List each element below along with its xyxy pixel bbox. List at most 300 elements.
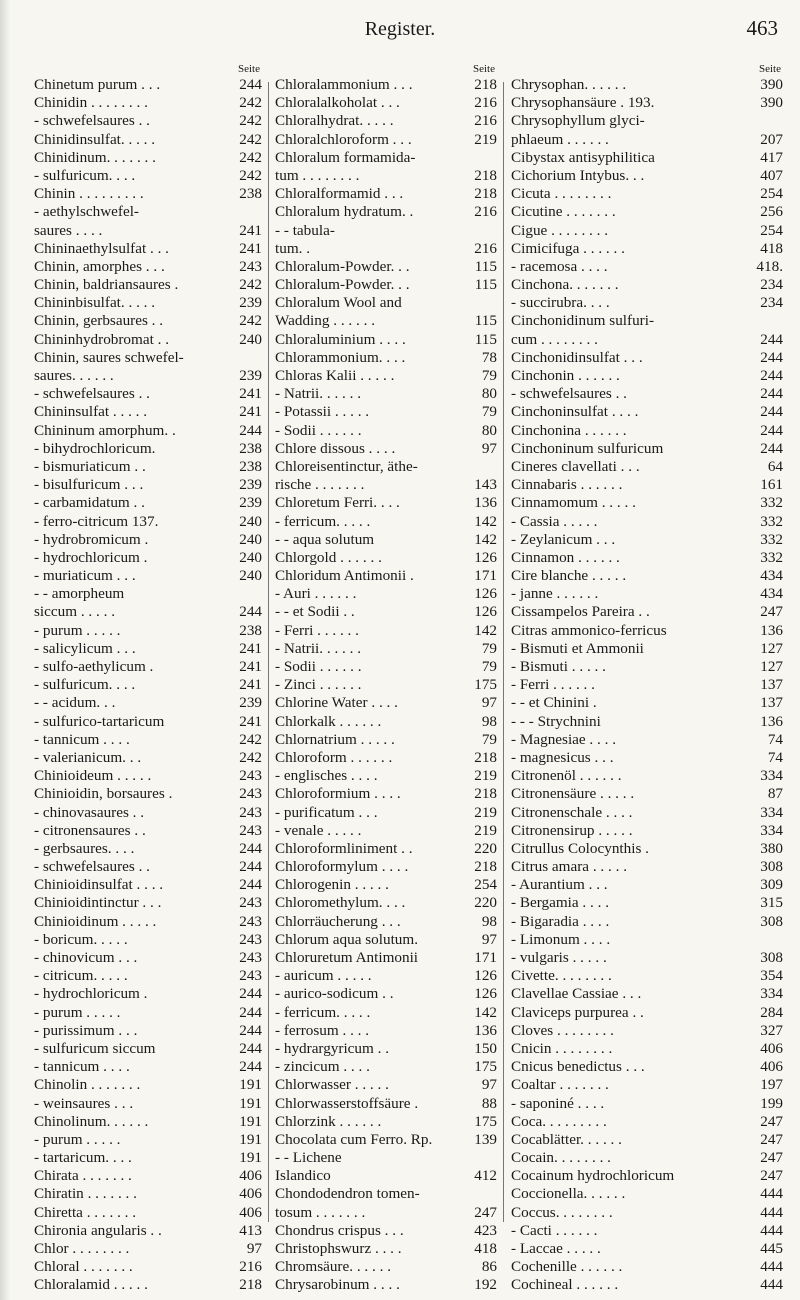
entry-term: Cinnabaris . . . . . .	[511, 476, 623, 494]
entry-term: Cicuta . . . . . . . .	[511, 185, 612, 203]
index-entry	[34, 331, 262, 349]
index-entry	[511, 1222, 783, 1240]
index-entry	[511, 222, 783, 240]
entry-term: - Ferri . . . . . .	[511, 676, 595, 694]
index-entry	[34, 858, 262, 876]
entry-page-number: 243	[239, 803, 262, 821]
entry-page-number: 98	[481, 712, 497, 730]
entry-page-number: 242	[239, 94, 262, 112]
entry-page-number: 413	[239, 1221, 262, 1239]
entry-term: Chloruretum Antimonii	[275, 949, 419, 966]
entry-page-number: 434	[760, 585, 783, 603]
entry-page-number: 308	[760, 858, 783, 876]
entry-page-number: 243	[239, 785, 262, 803]
entry-term: Chinin, baldriansaures .	[34, 276, 179, 294]
index-entry	[275, 749, 497, 767]
entry-page-number: 247	[760, 1167, 783, 1185]
index-entry	[34, 222, 262, 240]
entry-page-number: 241	[239, 712, 262, 730]
entry-term: Chloraluminium . . . .	[275, 330, 406, 348]
index-entry	[275, 112, 497, 130]
index-entry	[275, 203, 497, 221]
index-entry	[34, 1240, 262, 1258]
index-entry	[511, 967, 783, 985]
index-entry	[511, 1276, 783, 1294]
index-entry	[275, 149, 497, 167]
entry-page-number: 243	[239, 821, 262, 839]
entry-page-number: 191	[239, 1149, 262, 1167]
page-number: 463	[746, 16, 778, 40]
entry-term: - schwefelsaures . .	[511, 385, 627, 403]
index-entry	[511, 1149, 783, 1167]
entry-page-number: 332	[760, 530, 783, 548]
index-entry	[275, 785, 497, 803]
entry-term: Chininum amorphum. .	[34, 421, 176, 439]
entry-term: Citronensäure . . . . .	[511, 785, 635, 803]
entry-page-number: 136	[474, 494, 497, 512]
entry-page-number: 126	[474, 967, 497, 985]
entry-term: - weinsaures . . .	[34, 1094, 134, 1112]
index-entry	[34, 312, 262, 330]
entry-page-number: 216	[474, 239, 497, 257]
entry-term: Chinidinsulfat. . . . .	[34, 130, 156, 148]
entry-term: - Auri . . . . . .	[275, 585, 357, 603]
index-entry	[275, 658, 497, 676]
entry-term: Chlorogenin . . . . .	[275, 876, 389, 894]
entry-term: Citronensirup . . . . .	[511, 821, 633, 839]
entry-term: Chinetum purum . . .	[34, 76, 161, 93]
index-entry	[34, 1167, 262, 1185]
index-column-1	[34, 62, 262, 1295]
index-entry	[34, 549, 262, 567]
index-entry	[34, 676, 262, 694]
index-entry	[34, 1095, 262, 1113]
entry-page-number: 243	[239, 930, 262, 948]
index-entry	[34, 258, 262, 276]
index-entry	[511, 76, 783, 94]
index-entry	[511, 894, 783, 912]
entry-term: phlaeum . . . . . .	[511, 130, 609, 148]
entry-term: Chloroformylum . . . .	[275, 858, 409, 876]
index-entry	[511, 785, 783, 803]
index-entry	[511, 731, 783, 749]
index-entry	[275, 713, 497, 731]
index-entry	[511, 331, 783, 349]
index-entry	[511, 1113, 783, 1131]
entry-term: Cimicifuga . . . . . .	[511, 239, 625, 257]
entry-term: - tannicum . . . .	[34, 730, 130, 748]
entry-term: Cochineal . . . . . .	[511, 1276, 619, 1294]
entry-term: - magnesicus . . .	[511, 748, 614, 766]
entry-page-number: 418.	[756, 257, 783, 275]
entry-page-number: 417	[760, 148, 783, 166]
entry-term: Cinchonidinsulfat . . .	[511, 348, 643, 366]
entry-page-number: 444	[760, 1258, 783, 1276]
index-entry	[275, 567, 497, 585]
index-entry	[275, 1022, 497, 1040]
index-entry	[34, 440, 262, 458]
index-entry	[34, 403, 262, 421]
entry-page-number: 64	[767, 457, 783, 475]
index-entry	[275, 240, 497, 258]
entry-page-number: 308	[760, 949, 783, 966]
entry-term: Cineres clavellati . . .	[511, 457, 640, 475]
entry-page-number: 332	[760, 494, 783, 512]
entry-term: - Zinci . . . . . .	[275, 676, 362, 694]
index-entry	[275, 913, 497, 931]
entry-page-number: 218	[239, 1276, 262, 1294]
entry-page-number: 207	[760, 130, 783, 148]
index-entry	[34, 76, 262, 94]
entry-term: - hydrargyricum . .	[275, 1039, 390, 1057]
index-entry	[34, 94, 262, 112]
index-entry	[511, 822, 783, 840]
entry-term: - muriaticum . . .	[34, 567, 136, 585]
index-entry	[34, 767, 262, 785]
index-entry	[511, 640, 783, 658]
entry-page-number: 240	[239, 330, 262, 348]
entry-term: - citronensaures . .	[34, 821, 146, 839]
entry-term: - hydrochloricum .	[34, 985, 148, 1003]
entry-page-number: 239	[239, 494, 262, 512]
index-entry	[275, 458, 497, 476]
entry-page-number: 390	[760, 94, 783, 112]
entry-page-number: 247	[760, 603, 783, 621]
column-divider	[268, 82, 269, 1222]
entry-term: Chloras Kalii . . . . .	[275, 367, 395, 384]
index-entry	[511, 713, 783, 731]
entry-term: Coccionella. . . . . .	[511, 1185, 626, 1203]
entry-term: - purissimum . . .	[34, 1021, 138, 1039]
entry-term: - Natrii. . . . . .	[275, 385, 362, 403]
index-entry	[511, 258, 783, 276]
entry-term: - salicylicum . . .	[34, 639, 136, 657]
entry-page-number: 334	[760, 821, 783, 839]
entry-term: - bismuriaticum . .	[34, 457, 146, 475]
entry-page-number: 444	[760, 1185, 783, 1203]
index-entry	[275, 1167, 497, 1185]
entry-term: - Laccae . . . . .	[511, 1240, 601, 1257]
entry-page-number: 171	[474, 567, 497, 585]
entry-term: - janne . . . . . .	[511, 585, 599, 603]
entry-page-number: 244	[760, 385, 783, 403]
index-entry	[511, 1040, 783, 1058]
index-entry	[34, 422, 262, 440]
entry-term: Claviceps purpurea . .	[511, 1003, 644, 1021]
index-entry	[34, 494, 262, 512]
entry-term: - tannicum . . . .	[34, 1058, 130, 1076]
entry-term: Chlorkalk . . . . . .	[275, 712, 382, 730]
index-entry	[275, 76, 497, 94]
index-entry	[511, 458, 783, 476]
entry-page-number: 199	[760, 1094, 783, 1112]
entry-term: Chocolata cum Ferro. Rp.	[275, 1130, 433, 1148]
entry-term: tum. .	[275, 239, 311, 257]
index-entry	[34, 1185, 262, 1203]
entry-term: Cinchoninsulfat . . . .	[511, 403, 639, 421]
entry-term: - Zeylanicum . . .	[511, 530, 616, 548]
entry-page-number: 218	[474, 76, 497, 93]
entry-term: Islandico	[275, 1167, 331, 1185]
entry-page-number: 243	[239, 949, 262, 966]
index-entry	[275, 531, 497, 549]
entry-page-number: 97	[481, 1076, 497, 1094]
entry-page-number: 244	[760, 403, 783, 421]
entry-term: - - acidum. . .	[34, 694, 116, 712]
entry-term: - hydrobromicum .	[34, 530, 149, 548]
entry-term: Wadding . . . . . .	[275, 312, 376, 330]
entry-page-number: 241	[239, 639, 262, 657]
index-entry	[275, 1095, 497, 1113]
entry-term: Chloralammonium . . .	[275, 76, 413, 93]
entry-term: Chloralhydrat. . . . .	[275, 112, 394, 130]
entry-term: Chloromethylum. . . .	[275, 894, 406, 912]
entry-term: Cocainum hydrochloricum	[511, 1167, 675, 1185]
entry-term: - venale . . . . .	[275, 821, 362, 839]
index-entry	[275, 804, 497, 822]
entry-page-number: 219	[474, 803, 497, 821]
index-entry	[275, 767, 497, 785]
index-entry	[275, 1004, 497, 1022]
index-entry	[511, 804, 783, 822]
index-entry	[34, 367, 262, 385]
index-entry	[275, 513, 497, 531]
entry-term: Cinchonidinum sulfuri-	[511, 312, 655, 330]
entry-page-number: 136	[474, 1021, 497, 1039]
index-entry	[511, 349, 783, 367]
entry-page-number: 418	[760, 239, 783, 257]
entry-page-number: 244	[239, 876, 262, 894]
index-column-3	[511, 62, 783, 1295]
entry-page-number: 142	[474, 530, 497, 548]
entry-term: - - et Chinini .	[511, 694, 597, 712]
entry-term: Cinnamomum . . . . .	[511, 494, 636, 512]
entry-page-number: 242	[239, 730, 262, 748]
index-entry	[511, 294, 783, 312]
entry-page-number: 354	[760, 967, 783, 985]
entry-term: Chininbisulfat. . . . .	[34, 294, 156, 312]
entry-page-number: 97	[246, 1240, 262, 1257]
entry-page-number: 243	[239, 967, 262, 985]
entry-term: Chinolinum. . . . . .	[34, 1112, 149, 1130]
index-entry	[511, 585, 783, 603]
entry-term: Chirata . . . . . . .	[34, 1167, 132, 1185]
entry-page-number: 445	[760, 1240, 783, 1257]
entry-page-number: 244	[239, 858, 262, 876]
index-entry	[34, 822, 262, 840]
entry-term: Civette. . . . . . . .	[511, 967, 612, 985]
entry-page-number: 244	[760, 348, 783, 366]
entry-page-number: 239	[239, 367, 262, 384]
entry-page-number: 219	[474, 821, 497, 839]
entry-term: - schwefelsaures . .	[34, 112, 150, 130]
index-entry	[511, 185, 783, 203]
entry-page-number: 444	[760, 1221, 783, 1239]
entry-page-number: 240	[239, 567, 262, 585]
index-entry	[34, 276, 262, 294]
index-entry	[34, 1004, 262, 1022]
entry-page-number: 407	[760, 166, 783, 184]
entry-page-number: 334	[760, 803, 783, 821]
entry-term: Cicutine . . . . . . .	[511, 203, 616, 221]
index-entry	[275, 1058, 497, 1076]
entry-page-number: 142	[474, 621, 497, 639]
entry-term: - gerbsaures. . . .	[34, 839, 135, 857]
index-entry	[34, 476, 262, 494]
index-entry	[511, 913, 783, 931]
entry-term: - - et Sodii . .	[275, 603, 355, 621]
index-entry	[511, 1058, 783, 1076]
index-entry	[275, 840, 497, 858]
entry-term: Chinin, gerbsaures . .	[34, 312, 164, 330]
entry-page-number: 238	[239, 185, 262, 203]
entry-term: Cigue . . . . . . . .	[511, 221, 609, 239]
entry-page-number: 142	[474, 512, 497, 530]
index-entry	[34, 840, 262, 858]
index-entry	[511, 1076, 783, 1094]
entry-term: Chininhydrobromat . .	[34, 330, 169, 348]
entry-term: Chinioidinsulfat . . . .	[34, 876, 164, 894]
entry-term: - tartaricum. . . .	[34, 1149, 132, 1167]
index-entry	[34, 1258, 262, 1276]
index-entry	[34, 513, 262, 531]
index-entry	[511, 549, 783, 567]
entry-term: Chloroformliniment . .	[275, 839, 413, 857]
seite-label: Seite	[473, 63, 495, 75]
index-entry	[275, 985, 497, 1003]
entry-term: Cnicus benedictus . . .	[511, 1058, 645, 1076]
entry-page-number: 142	[474, 1003, 497, 1021]
index-entry	[275, 1076, 497, 1094]
entry-page-number: 97	[481, 694, 497, 712]
entry-page-number: 332	[760, 548, 783, 566]
index-entry	[34, 1022, 262, 1040]
entry-term: - sulfurico-tartaricum	[34, 712, 165, 730]
entry-page-number: 115	[474, 276, 497, 294]
entry-page-number: 406	[760, 1058, 783, 1076]
page-title: Register.	[364, 18, 436, 40]
index-entry	[511, 658, 783, 676]
index-entry	[511, 622, 783, 640]
entry-page-number: 284	[760, 1003, 783, 1021]
index-entry	[511, 367, 783, 385]
entry-term: - Aurantium . . .	[511, 876, 608, 894]
entry-term: Chloralum Wool and	[275, 294, 402, 312]
index-entry	[511, 1240, 783, 1258]
index-entry	[275, 1149, 497, 1167]
entry-term: - chinovasaures . .	[34, 803, 145, 821]
entry-term: - succirubra. . . .	[511, 294, 610, 312]
entry-page-number: 309	[760, 876, 783, 894]
entry-page-number: 79	[481, 639, 497, 657]
index-entry	[34, 749, 262, 767]
entry-page-number: 115	[474, 312, 497, 330]
index-entry	[34, 931, 262, 949]
entry-page-number: 334	[760, 985, 783, 1003]
entry-page-number: 242	[239, 148, 262, 166]
entry-term: saures . . . .	[34, 221, 103, 239]
entry-term: Chloretum Ferri. . . .	[275, 494, 400, 512]
entry-page-number: 191	[239, 1094, 262, 1112]
entry-term: Chloralum-Powder. . .	[275, 257, 410, 275]
entry-term: Chlorwasser . . . . .	[275, 1076, 389, 1094]
index-entry	[34, 804, 262, 822]
entry-term: - sulfuricum siccum	[34, 1039, 156, 1057]
entry-term: - Cassia . . . . .	[511, 512, 598, 530]
entry-term: - Cacti . . . . . .	[511, 1221, 598, 1239]
entry-page-number: 238	[239, 621, 262, 639]
entry-term: Chloralum formamida-	[275, 148, 416, 166]
entry-term: Chinioidin, borsaures .	[34, 785, 173, 803]
entry-page-number: 80	[481, 385, 497, 403]
entry-term: Chiretta . . . . . . .	[34, 1203, 137, 1221]
index-entry	[34, 876, 262, 894]
entry-term: Cinnamon . . . . . .	[511, 548, 620, 566]
index-entry	[511, 694, 783, 712]
page-edge-shadow	[0, 0, 10, 1300]
entry-page-number: 240	[239, 548, 262, 566]
entry-page-number: 137	[760, 694, 783, 712]
entry-term: Citronenöl . . . . . .	[511, 767, 622, 785]
entry-term: Chloroform . . . . . .	[275, 748, 393, 766]
entry-term: Cinchona. . . . . . .	[511, 276, 619, 294]
entry-term: Citrullus Colocynthis .	[511, 839, 649, 857]
entry-page-number: 126	[474, 985, 497, 1003]
index-entry	[511, 112, 783, 130]
entry-term: - - tabula-	[275, 221, 335, 239]
entry-page-number: 97	[481, 930, 497, 948]
entry-page-number: 79	[481, 658, 497, 675]
entry-page-number: 247	[474, 1203, 497, 1221]
entry-term: - vulgaris . . . . .	[511, 949, 607, 966]
index-entry	[275, 1185, 497, 1203]
entry-page-number: 244	[239, 76, 262, 93]
index-entry	[275, 622, 497, 640]
index-column-2	[275, 62, 497, 1295]
index-entry	[511, 985, 783, 1003]
entry-page-number: 220	[474, 839, 497, 857]
entry-page-number: 240	[239, 512, 262, 530]
index-entry	[275, 1204, 497, 1222]
entry-page-number: 256	[760, 203, 783, 221]
entry-term: - - amorpheum	[34, 585, 125, 603]
entry-page-number: 242	[239, 130, 262, 148]
entry-term: Chloral . . . . . . .	[34, 1258, 133, 1276]
entry-term: Chromsäure. . . . . .	[275, 1258, 391, 1276]
entry-page-number: 197	[760, 1076, 783, 1094]
entry-page-number: 254	[760, 185, 783, 203]
entry-page-number: 98	[481, 912, 497, 930]
entry-page-number: 241	[239, 221, 262, 239]
index-entry	[34, 603, 262, 621]
entry-page-number: 175	[474, 1112, 497, 1130]
index-entry	[275, 731, 497, 749]
entry-term: Cnicin . . . . . . . .	[511, 1039, 613, 1057]
entry-page-number: 150	[474, 1039, 497, 1057]
entry-term: Chrysarobinum . . . .	[275, 1276, 400, 1294]
entry-page-number: 218	[474, 166, 497, 184]
entry-page-number: 242	[239, 166, 262, 184]
entry-page-number: 191	[239, 1112, 262, 1130]
entry-page-number: 143	[474, 476, 497, 494]
entry-page-number: 216	[239, 1258, 262, 1276]
entry-term: - Bergamia . . . .	[511, 894, 609, 912]
index-entry	[34, 567, 262, 585]
index-entry	[275, 967, 497, 985]
entry-term: Chloralformamid . . .	[275, 185, 404, 203]
column-divider	[503, 82, 504, 1222]
entry-page-number: 87	[767, 785, 783, 803]
